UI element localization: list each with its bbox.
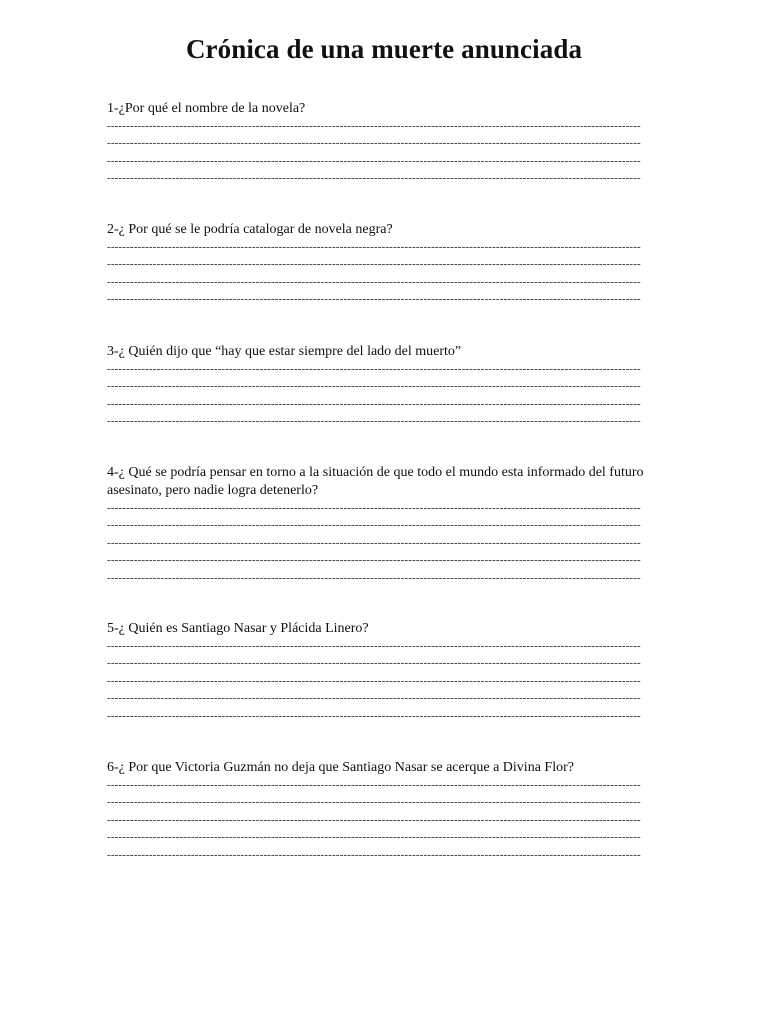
answer-line: -------------------------------------------------------------------------------------------------------------------------------------------- <box>107 397 641 410</box>
answer-line: -------------------------------------------------------------------------------------------------------------------------------------------- <box>107 275 641 288</box>
answer-line: -------------------------------------------------------------------------------------------------------------------------------------------- <box>107 796 641 809</box>
answer-line: -------------------------------------------------------------------------------------------------------------------------------------------- <box>107 536 641 549</box>
answer-line: -------------------------------------------------------------------------------------------------------------------------------------------- <box>107 831 641 844</box>
answer-line: -------------------------------------------------------------------------------------------------------------------------------------------- <box>107 554 641 567</box>
page-title: Crónica de una muerte anunciada <box>185 34 583 64</box>
question-text: 4-¿ Qué se podría pensar en torno a la situación de que todo el mundo esta informado del futuro asesinato, pero nadie logra detenerlo? <box>107 465 644 498</box>
answer-line: -------------------------------------------------------------------------------------------------------------------------------------------- <box>107 657 641 670</box>
answer-line: -------------------------------------------------------------------------------------------------------------------------------------------- <box>107 154 641 167</box>
question-text: 6-¿ Por que Victoria Guzmán no deja que Santiago Nasar se acerque a Divina Flor? <box>107 760 574 775</box>
question-text: 5-¿ Quién es Santiago Nasar y Plácida Linero? <box>107 621 369 636</box>
answer-lines <box>107 239 667 309</box>
answer-line: -------------------------------------------------------------------------------------------------------------------------------------------- <box>107 293 641 306</box>
question-text: 1-¿Por qué el nombre de la novela? <box>107 101 306 116</box>
answer-line: -------------------------------------------------------------------------------------------------------------------------------------------- <box>107 380 641 393</box>
answer-line: -------------------------------------------------------------------------------------------------------------------------------------------- <box>107 674 641 687</box>
question-text: 3-¿ Quién dijo que “hay que estar siempre del lado del muerto” <box>107 344 462 359</box>
answer-line: -------------------------------------------------------------------------------------------------------------------------------------------- <box>107 137 641 150</box>
answer-line: -------------------------------------------------------------------------------------------------------------------------------------------- <box>107 363 641 375</box>
answer-lines <box>107 777 667 864</box>
question-block-3 <box>107 343 667 431</box>
answer-lines <box>107 500 667 587</box>
answer-line: -------------------------------------------------------------------------------------------------------------------------------------------- <box>107 848 641 861</box>
answer-line: -------------------------------------------------------------------------------------------------------------------------------------------- <box>107 172 641 185</box>
question-block-6 <box>107 759 667 864</box>
answer-line: -------------------------------------------------------------------------------------------------------------------------------------------- <box>107 258 641 271</box>
answer-lines <box>107 638 667 725</box>
question-block-4 <box>107 464 667 587</box>
question-block-1 <box>107 100 667 188</box>
question-text: 2-¿ Por qué se le podría catalogar de novela negra? <box>107 222 393 237</box>
answer-line: -------------------------------------------------------------------------------------------------------------------------------------------- <box>107 640 641 652</box>
answer-line: -------------------------------------------------------------------------------------------------------------------------------------------- <box>107 502 641 514</box>
answer-lines <box>107 118 667 188</box>
answer-line: -------------------------------------------------------------------------------------------------------------------------------------------- <box>107 241 641 253</box>
question-block-5 <box>107 620 667 725</box>
answer-line: -------------------------------------------------------------------------------------------------------------------------------------------- <box>107 692 641 705</box>
answer-line: -------------------------------------------------------------------------------------------------------------------------------------------- <box>107 415 641 428</box>
answer-line: -------------------------------------------------------------------------------------------------------------------------------------------- <box>107 519 641 532</box>
answer-line: -------------------------------------------------------------------------------------------------------------------------------------------- <box>107 813 641 826</box>
answer-line: -------------------------------------------------------------------------------------------------------------------------------------------- <box>107 779 641 791</box>
answer-lines <box>107 361 667 431</box>
question-block-2 <box>107 221 667 309</box>
answer-line: -------------------------------------------------------------------------------------------------------------------------------------------- <box>107 120 641 132</box>
answer-line: -------------------------------------------------------------------------------------------------------------------------------------------- <box>107 709 641 722</box>
answer-line: -------------------------------------------------------------------------------------------------------------------------------------------- <box>107 571 641 584</box>
